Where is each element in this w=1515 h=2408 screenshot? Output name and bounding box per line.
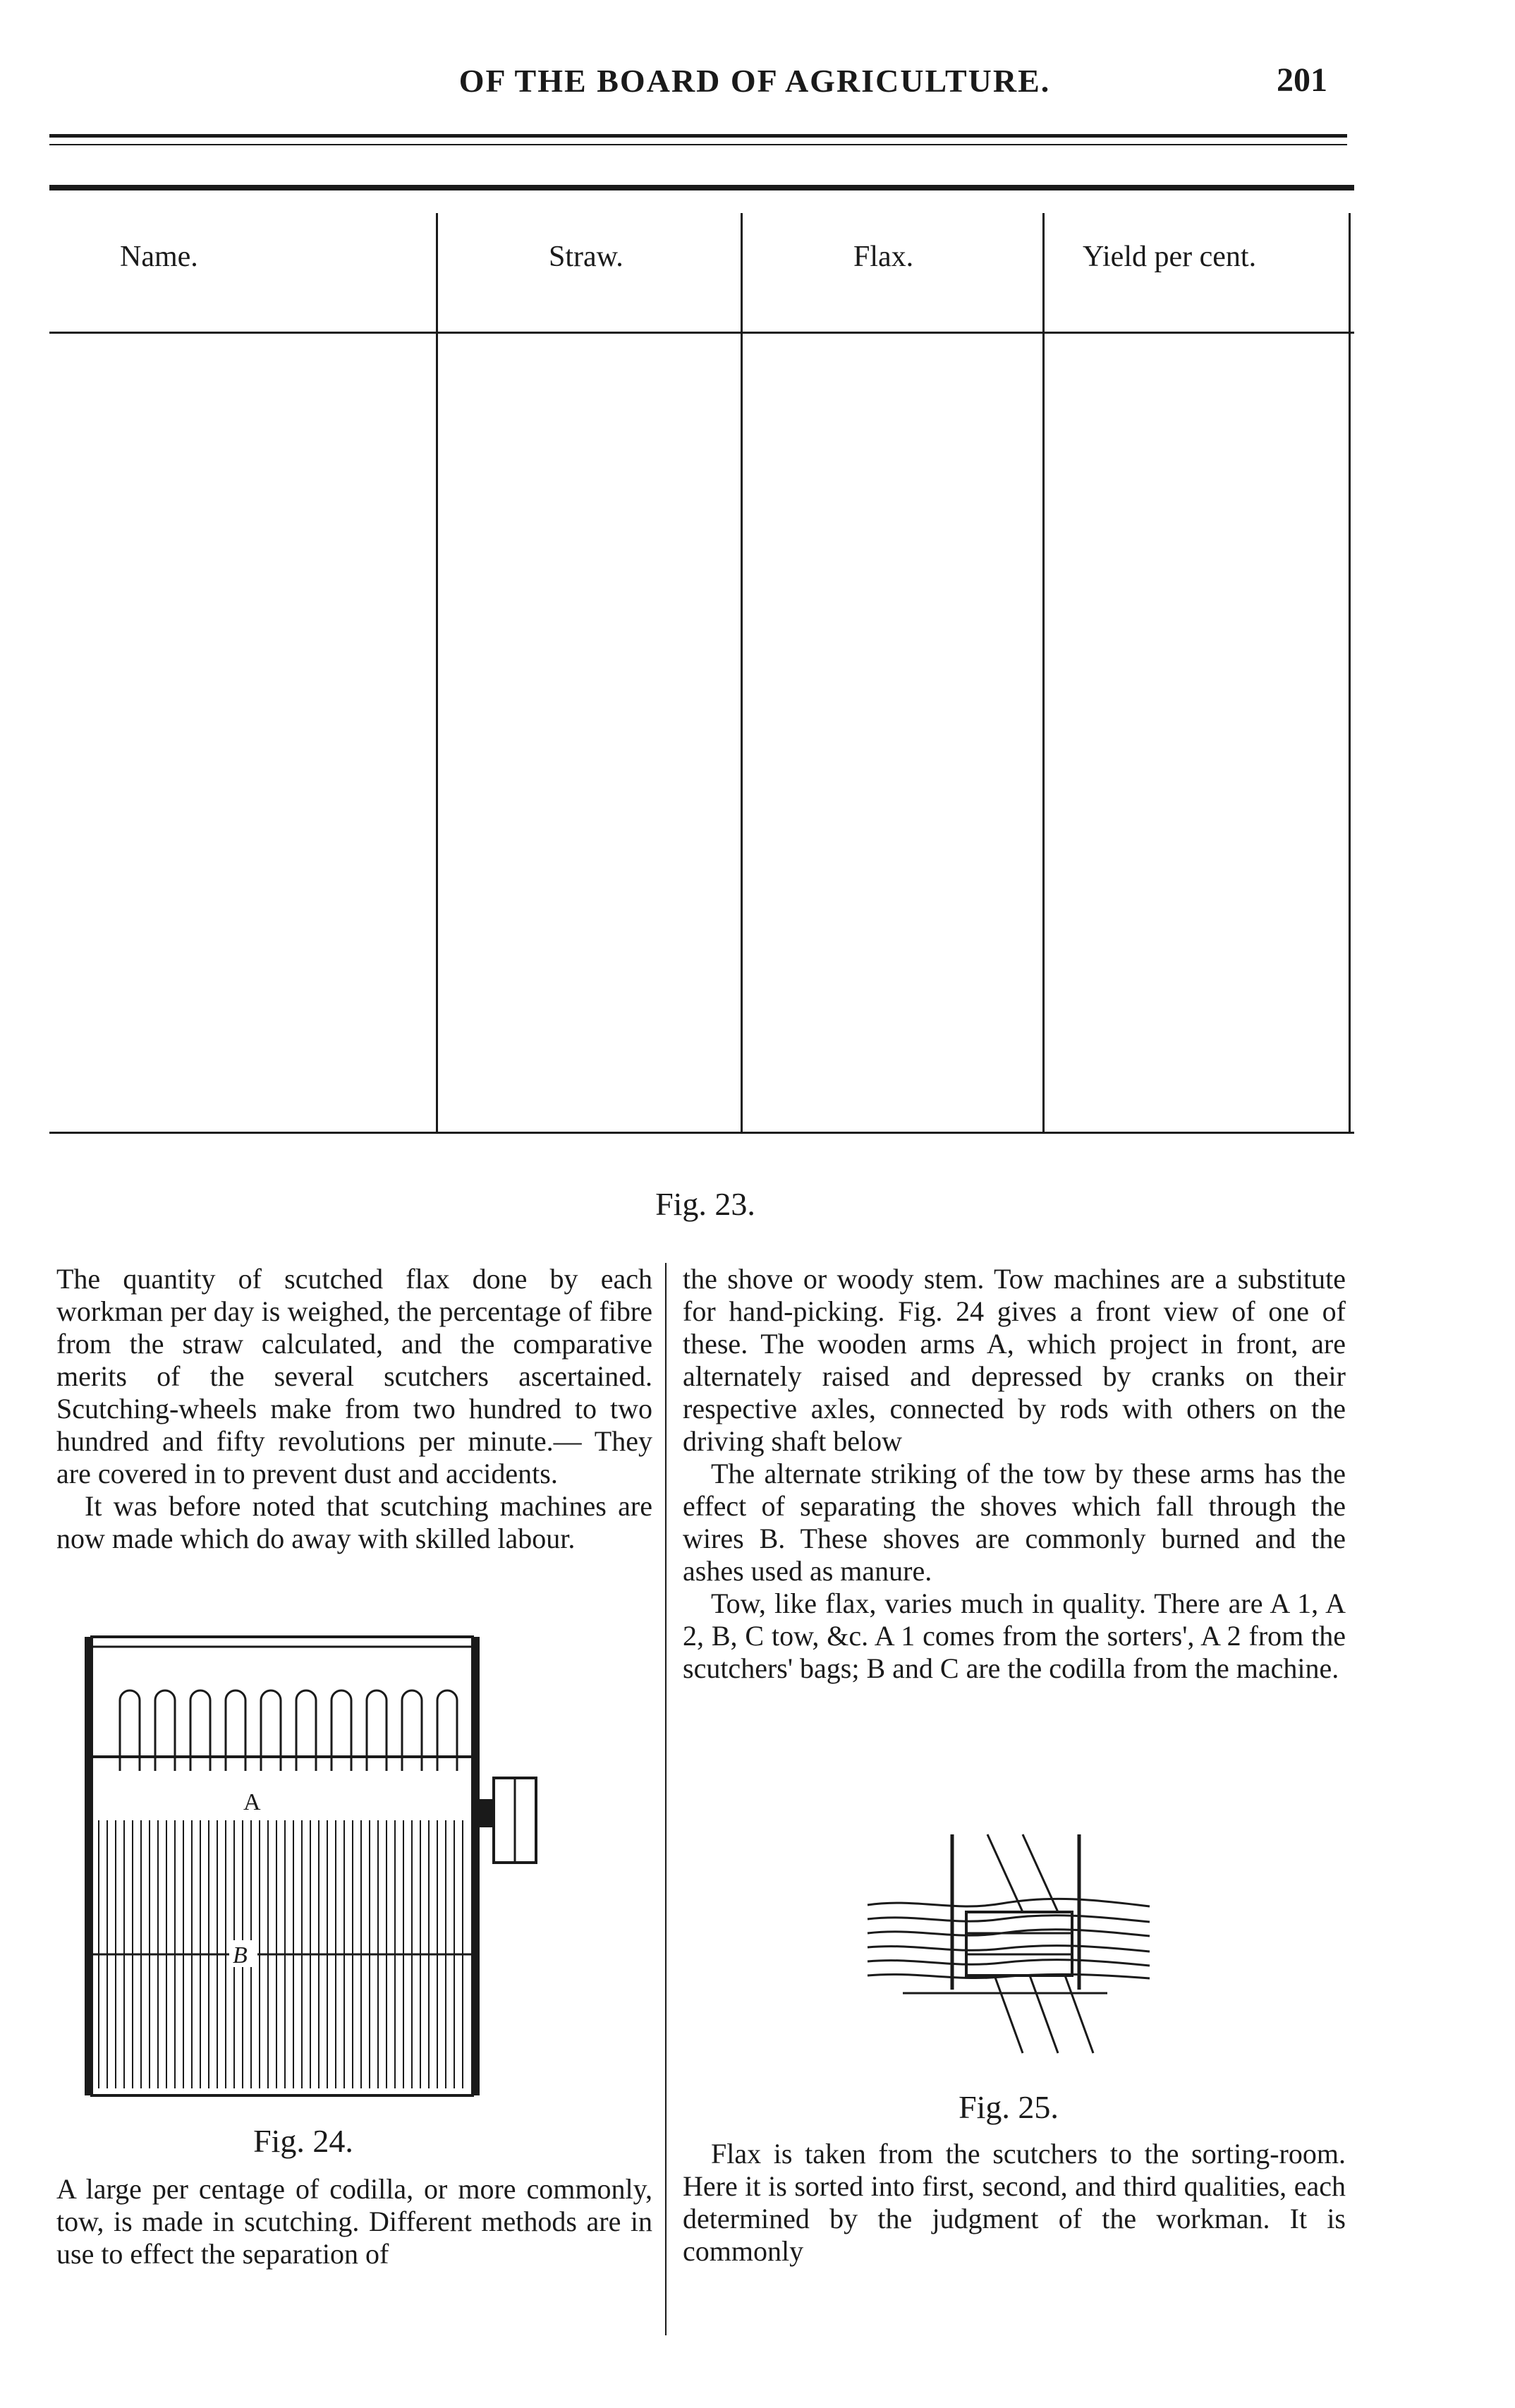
right-column-bottom xyxy=(683,2138,1346,2268)
header-rule-top xyxy=(49,134,1347,138)
fig24-tow-machine-illustration xyxy=(56,1623,564,2117)
left-paragraph-1: The quantity of scutched flax done by each workman per day is weighed, the percentage of fibre from the straw calculated, and the comparative merits of the several scutchers ascertained. Scutching-wheels make from two hundred to two hundred and fifty revolutions per minute.— They are covered in to prevent dust and accidents. xyxy=(56,1263,652,1489)
left-paragraph-2: It was before noted that scutching machines are now made which do away with skilled labour. xyxy=(56,1490,652,1554)
column-divider xyxy=(665,1263,667,2335)
fig24-caption: Fig. 24. xyxy=(253,2123,353,2159)
table-right-edge xyxy=(1349,213,1351,1132)
table-top-rule xyxy=(49,185,1354,190)
left-paragraph-3: A large per centage of codilla, or more commonly, tow, is made in scutching. Different methods are in use to effect the separation of xyxy=(56,2173,652,2270)
right-paragraph-1: the shove or woody stem. Tow machines are a substitute for hand-picking. Fig. 24 gives a front view of one of these. The wooden arms A, which project in front, are alternately raised and depressed by cranks on their respective axles, connected by rods with others on the driving shaft below xyxy=(683,1263,1346,1457)
table-col-divider-3 xyxy=(1042,213,1045,1132)
right-column-top xyxy=(683,1263,1346,1685)
table-header-straw: Straw. xyxy=(549,241,623,273)
right-paragraph-2: The alternate striking of the tow by these arms has the effect of separating the shoves which fall through the wires B. These shoves are commonly burned and the ashes used as manure. xyxy=(683,1458,1346,1587)
table-bottom-rule xyxy=(49,1132,1354,1134)
fig23-caption: Fig. 23. xyxy=(655,1186,755,1222)
left-column-top xyxy=(56,1263,652,1555)
page-number: 201 xyxy=(1277,61,1327,99)
left-column-bottom xyxy=(56,2173,652,2270)
table-col-divider-1 xyxy=(436,213,438,1132)
right-paragraph-4: Flax is taken from the scutchers to the sorting-room. Here it is sorted into first, second, and third qualities, each determined by the judgment of the workman. It is commonly xyxy=(683,2138,1346,2267)
header-rule-bottom xyxy=(49,144,1347,145)
fig23-table xyxy=(49,185,1354,1137)
right-paragraph-3: Tow, like flax, varies much in quality. There are A 1, A 2, B, C tow, &c. A 1 comes from the sorters', A 2 from the scutchers' bags; B and C are the codilla from the machine. xyxy=(683,1587,1346,1684)
table-header-yield: Yield per cent. xyxy=(1083,241,1257,273)
fig25-flax-bundle-illustration xyxy=(860,1820,1157,2088)
running-header-title: OF THE BOARD OF AGRICULTURE. xyxy=(458,63,1051,99)
table-header-flax: Flax. xyxy=(853,241,914,273)
fig24-label-a: A xyxy=(243,1789,261,1815)
fig25-caption: Fig. 25. xyxy=(959,2089,1059,2125)
table-col-divider-2 xyxy=(741,213,743,1132)
fig24-label-b: B xyxy=(233,1942,248,1968)
table-header-rule xyxy=(49,332,1354,334)
table-header-name: Name. xyxy=(120,241,198,273)
